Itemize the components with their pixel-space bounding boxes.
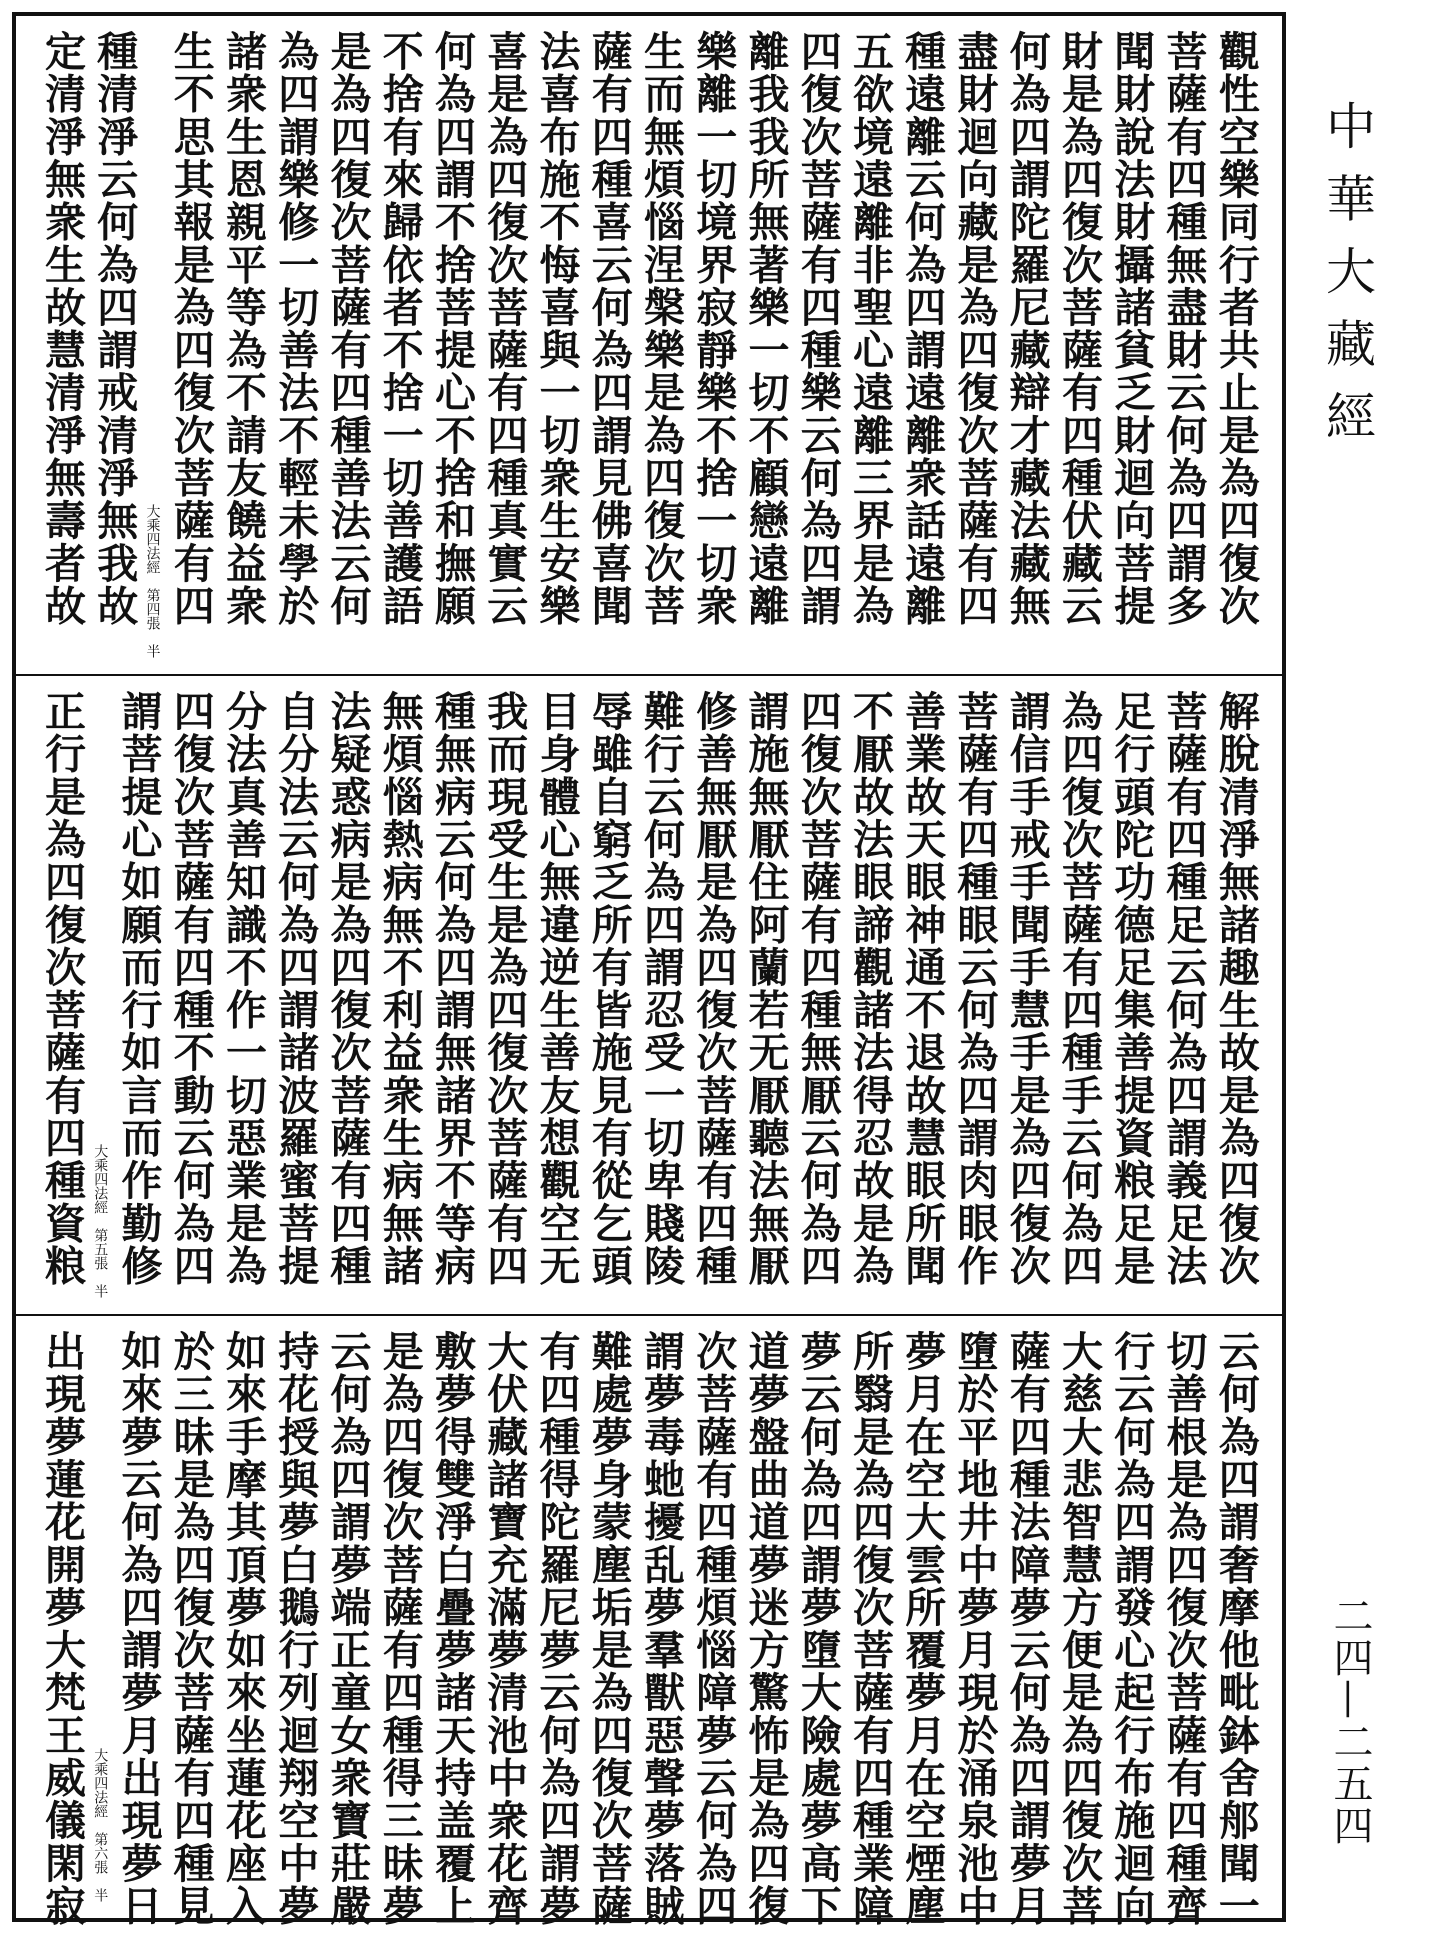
text-column: 行云何為四謂發心起行布施迴向 (1107, 1330, 1156, 1927)
text-column: 聞財說法財攝諸貧乏財迴向菩提 (1107, 30, 1156, 627)
text-column: 如來手摩其頂夢如來坐蓮花座入 (219, 1330, 267, 1927)
sheet-caption: 大乘四法經 第五張 半 (92, 1144, 109, 1298)
text-column: 夢月在空大雲所覆夢月在空煙塵 (898, 1330, 947, 1927)
text-panel-1 (16, 16, 1282, 676)
text-column: 分法真善知識不作一切惡業是為 (219, 690, 267, 1287)
text-column: 出現夢蓮花開夢大梵王威儀閑寂 (38, 1330, 86, 1927)
text-column: 夢云何為四謂夢墮大險處夢高下 (793, 1330, 842, 1927)
text-panel-2 (16, 676, 1282, 1316)
text-column: 菩薩有四種眼云何為四謂肉眼作 (950, 690, 999, 1287)
text-column: 薩有四種喜云何為四謂見佛喜聞 (584, 30, 633, 627)
text-column: 四復次菩薩有四種不動云何為四 (166, 690, 215, 1287)
text-column: 謂菩提心如願而行如言而作勤修 (114, 690, 163, 1287)
text-column: 薩有四種法障夢云何為四謂夢月 (1002, 1330, 1051, 1927)
text-column: 目身體心無違逆生善友想觀空无 (532, 690, 581, 1287)
scripture-page-frame (12, 12, 1286, 1927)
text-column: 何為四謂不捨菩提心不捨和撫願 (428, 30, 476, 627)
text-column: 離我我所無著樂一切不顧戀遠離 (741, 30, 790, 627)
collection-title: 中華大藏經 (1318, 100, 1376, 463)
text-column: 次菩薩有四種煩惱障夢云何為四 (689, 1330, 738, 1927)
text-column: 云何為四謂夢端正童女衆寶莊嚴 (323, 1330, 372, 1927)
text-column: 樂離一切境界寂靜樂不捨一切衆 (689, 30, 738, 627)
text-column: 種無病云何為四謂無諸界不等病 (428, 690, 476, 1287)
text-column: 謂夢毒虵擾乱夢羣獸惡聲夢落賊 (637, 1330, 685, 1927)
text-column: 辱雖自窮乏所有皆施見有從乞頭 (584, 690, 633, 1287)
text-column: 菩薩有四種無盡財云何為四謂多 (1159, 30, 1208, 627)
page-number: 二四—二五四 (1327, 1595, 1373, 1847)
text-column: 持花授與夢白鵝行列迴翔空中夢 (271, 1330, 320, 1927)
text-column: 不厭故法眼諦觀諸法得忍故是為 (846, 690, 894, 1287)
text-panel-3 (16, 1316, 1282, 1927)
text-column: 菩薩有四種足云何為四謂義足法 (1159, 690, 1208, 1287)
text-column: 足行頭陀功德足集善提資粮足是 (1107, 690, 1156, 1287)
text-column: 為四謂樂修一切善法不輕未學於 (271, 30, 320, 627)
text-column: 云何為四謂奢摩他毗鉢舍郍聞一 (1211, 1330, 1260, 1927)
sheet-caption: 大乘四法經 第四張 半 (144, 504, 161, 658)
text-column: 大慈大悲智慧方便是為四復次菩 (1055, 1330, 1103, 1927)
text-column: 盡財迴向藏是為四復次菩薩有四 (950, 30, 999, 627)
text-column: 諸衆生恩親平等為不請友饒益衆 (219, 30, 267, 627)
text-column: 解脫清淨無諸趣生故是為四復次 (1211, 690, 1260, 1287)
text-column: 種清淨云何為四謂戒清淨無我故 (90, 30, 139, 627)
text-column: 修善無厭是為四復次菩薩有四種 (689, 690, 738, 1287)
text-column: 種遠離云何為四謂遠離衆話遠離 (898, 30, 947, 627)
text-column: 敷夢得雙淨白疊夢諸天持盖覆上 (428, 1330, 476, 1927)
text-column: 四復次菩薩有四種無厭云何為四 (793, 690, 842, 1287)
text-column: 觀性空樂同行者共止是為四復次 (1211, 30, 1260, 627)
text-column: 如來夢云何為四謂夢月出現夢日 (114, 1330, 163, 1927)
text-column: 法喜布施不悔喜與一切衆生安樂 (532, 30, 581, 627)
text-column: 生而無煩惱涅槃樂是為四復次菩 (637, 30, 685, 627)
text-column: 切善根是為四復次菩薩有四種齊 (1159, 1330, 1208, 1927)
text-column: 我而現受生是為四復次菩薩有四 (480, 690, 529, 1287)
text-column: 法疑惑病是為四復次菩薩有四種 (323, 690, 372, 1287)
text-column: 是為四復次菩薩有四種得三昧夢 (375, 1330, 424, 1927)
text-column: 道夢盤曲道夢迷方驚怖是為四復 (741, 1330, 790, 1927)
text-column: 生不思其報是為四復次菩薩有四 (166, 30, 215, 627)
text-column: 善業故天眼神通不退故慧眼所聞 (898, 690, 947, 1287)
text-column: 財是為四復次菩薩有四種伏藏云 (1055, 30, 1103, 627)
text-column: 大伏藏諸寶充滿夢清池中衆花齊 (480, 1330, 529, 1927)
text-column: 所翳是為四復次菩薩有四種業障 (846, 1330, 894, 1927)
text-column: 正行是為四復次菩薩有四種資粮 (38, 690, 86, 1287)
text-column: 謂施無厭住阿蘭若无厭聽法無厭 (741, 690, 790, 1287)
text-column: 不捨有來歸依者不捨一切善護語 (375, 30, 424, 627)
text-column: 喜是為四復次菩薩有四種真實云 (480, 30, 529, 627)
text-column: 何為四謂陀羅尼藏辯才藏法藏無 (1002, 30, 1051, 627)
text-column: 於三昧是為四復次菩薩有四種見 (166, 1330, 215, 1927)
text-column: 墮於平地井中夢月現於涌泉池中 (950, 1330, 999, 1927)
sheet-caption: 大乘四法經 第六張 半 (92, 1748, 109, 1902)
text-column: 自分法云何為四謂諸波羅蜜菩提 (271, 690, 320, 1287)
text-column: 為四復次菩薩有四種手云何為四 (1055, 690, 1103, 1287)
text-column: 是為四復次菩薩有四種善法云何 (323, 30, 372, 627)
text-column: 定清淨無衆生故慧清淨無壽者故 (38, 30, 86, 627)
text-column: 四復次菩薩有四種樂云何為四謂 (793, 30, 842, 627)
text-column: 謂信手戒手聞手慧手是為四復次 (1002, 690, 1051, 1287)
text-column: 無煩惱熱病無不利益衆生病無諸 (375, 690, 424, 1287)
text-column: 五欲境遠離非聖心遠離三界是為 (846, 30, 894, 627)
text-column: 難行云何為四謂忍受一切卑賤陵 (637, 690, 685, 1287)
text-column: 難處夢身蒙塵垢是為四復次菩薩 (584, 1330, 633, 1927)
text-column: 有四種得陀羅尼夢云何為四謂夢 (532, 1330, 581, 1927)
